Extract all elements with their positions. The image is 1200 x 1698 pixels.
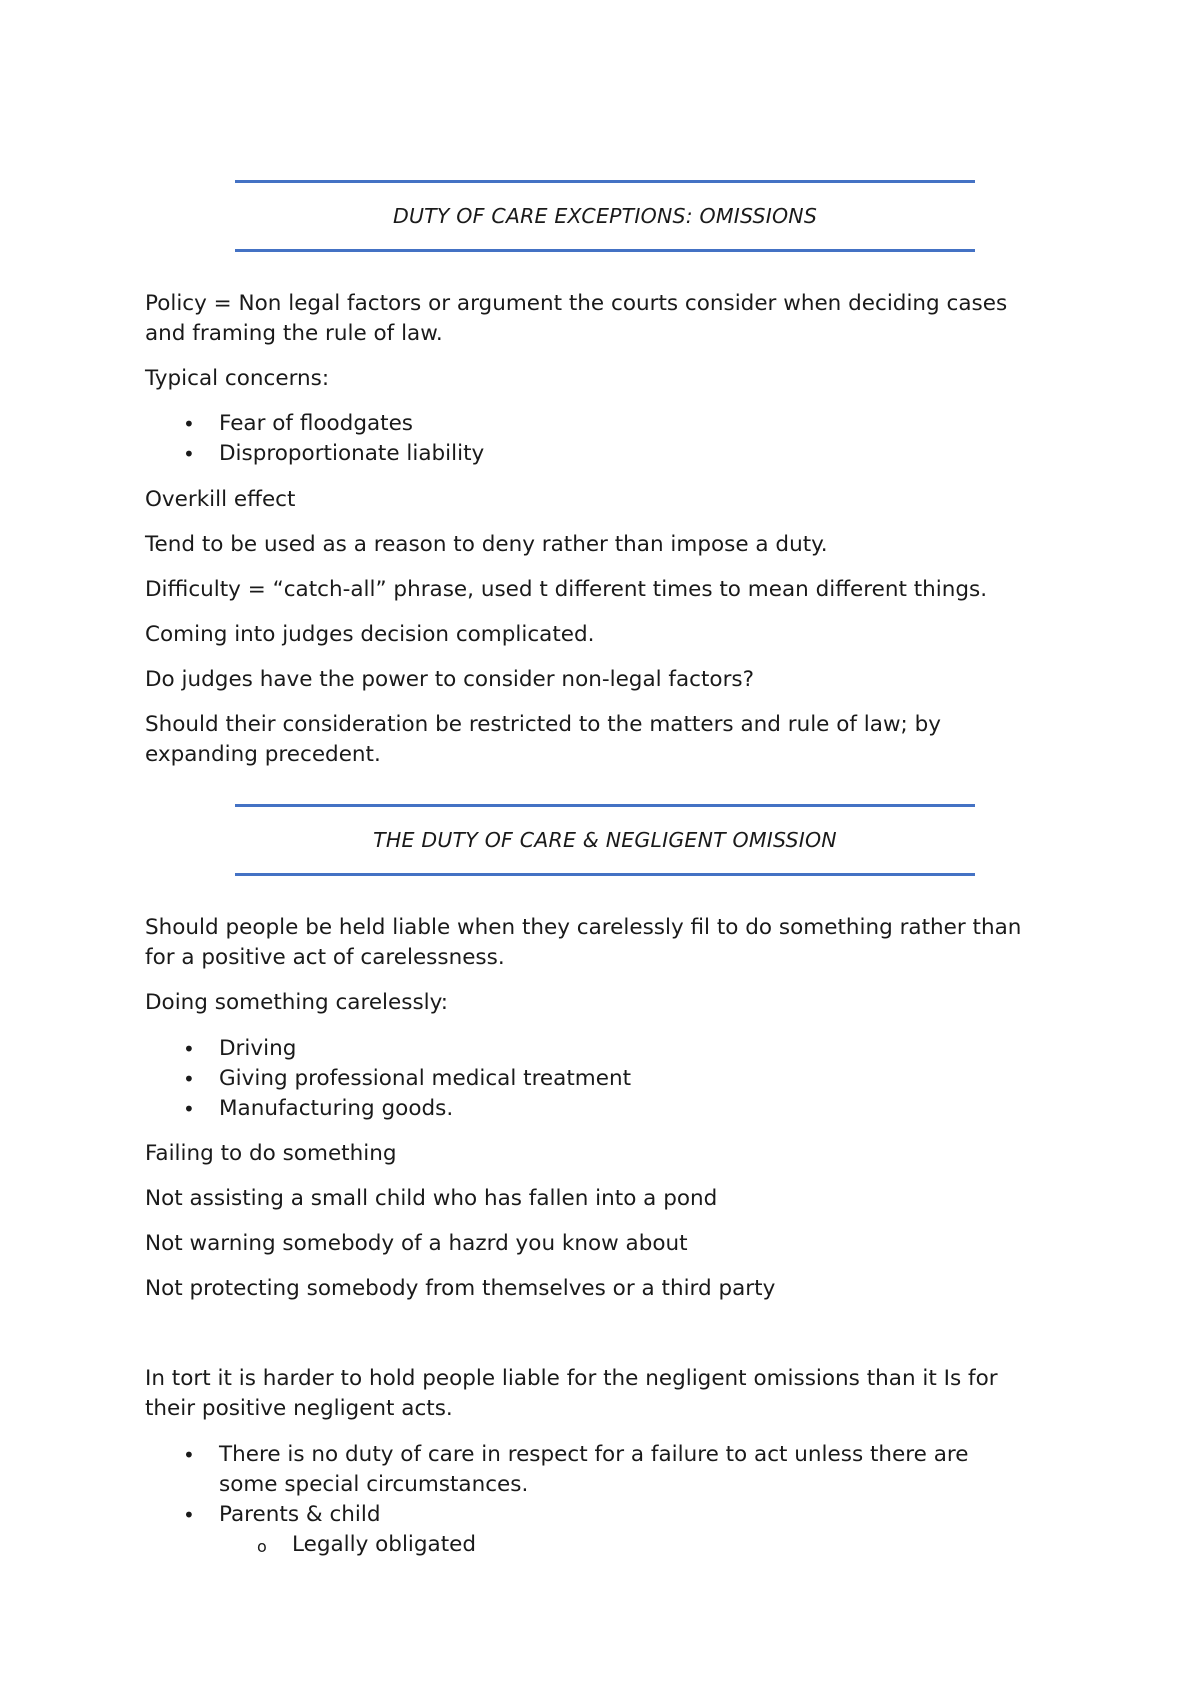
list-item xyxy=(145,409,1075,439)
paragraph xyxy=(145,1274,1075,1304)
bullet-icon: • xyxy=(183,1037,195,1061)
concerns-list xyxy=(145,409,1075,469)
paragraph xyxy=(145,1229,1075,1259)
list-item-text: Manufacturing goods. xyxy=(219,1096,454,1121)
section-heading-banner xyxy=(235,180,975,252)
text-line: Not warning somebody of a hazrd you know about xyxy=(145,1231,688,1256)
paragraph xyxy=(145,1364,1075,1424)
text-line: expanding precedent. xyxy=(145,742,381,767)
paragraph xyxy=(145,485,1075,515)
paragraph xyxy=(145,988,1075,1018)
text-line: Do judges have the power to consider non-legal factors? xyxy=(145,667,755,692)
bullet-icon: • xyxy=(183,1067,195,1091)
list-item xyxy=(145,1440,1075,1500)
paragraph xyxy=(145,710,1075,770)
text-line: Should their consideration be restricted to the matters and rule of law; by xyxy=(145,712,941,737)
circle-bullet-icon: o xyxy=(257,1537,267,1556)
text-line: Coming into judges decision complicated. xyxy=(145,622,595,647)
list-item xyxy=(145,1094,1075,1124)
bullet-icon: • xyxy=(183,1097,195,1121)
text-line: their positive negligent acts. xyxy=(145,1396,453,1421)
policy-paragraph xyxy=(145,289,1075,349)
text-line: Failing to do something xyxy=(145,1141,397,1166)
section-heading: DUTY OF CARE EXCEPTIONS: OMISSIONS xyxy=(392,204,818,228)
text-line: Overkill effect xyxy=(145,487,296,512)
list-item xyxy=(145,1034,1075,1064)
list-item-text: Parents & child xyxy=(219,1502,381,1527)
list-item-text: Legally obligated xyxy=(292,1532,477,1557)
bullet-icon: • xyxy=(183,442,195,466)
doing-list xyxy=(145,1034,1075,1124)
list-item xyxy=(145,1500,1075,1530)
text-line: Tend to be used as a reason to deny rather than impose a duty. xyxy=(145,532,828,557)
bullet-icon: • xyxy=(183,1443,195,1467)
paragraph xyxy=(145,1139,1075,1169)
text-line: Typical concerns: xyxy=(145,366,330,391)
list-item xyxy=(145,1064,1075,1094)
paragraph xyxy=(145,913,1075,973)
tort-list xyxy=(145,1440,1075,1560)
paragraph xyxy=(145,530,1075,560)
list-item-text: Disproportionate liability xyxy=(219,441,485,466)
text-line: Difficulty = “catch-all” phrase, used t different times to mean different things. xyxy=(145,577,988,602)
paragraph xyxy=(145,575,1075,605)
heading-bottom-rule xyxy=(235,249,975,252)
list-item-text: Fear of floodgates xyxy=(219,411,414,436)
text-line: Not protecting somebody from themselves or a third party xyxy=(145,1276,776,1301)
paragraph xyxy=(145,620,1075,650)
text-line: Should people be held liable when they carelessly fil to do something rather than xyxy=(145,915,1022,940)
bullet-icon: • xyxy=(183,1503,195,1527)
text-line: Policy = Non legal factors or argument the courts consider when deciding cases xyxy=(145,291,1008,316)
text-line: In tort it is harder to hold people liable for the negligent omissions than it Is for xyxy=(145,1366,998,1391)
text-line: Not assisting a small child who has fallen into a pond xyxy=(145,1186,718,1211)
list-item xyxy=(145,439,1075,469)
sub-list-item xyxy=(145,1530,1075,1560)
heading-bottom-rule xyxy=(235,873,975,876)
list-item-text: Driving xyxy=(219,1036,297,1061)
text-line: and framing the rule of law. xyxy=(145,321,443,346)
list-item-text: There is no duty of care in respect for a failure to act unless there are xyxy=(219,1442,969,1467)
list-item-text: some special circumstances. xyxy=(219,1472,529,1497)
typical-concerns-label xyxy=(145,364,1075,394)
section-heading-banner xyxy=(235,804,975,876)
text-line: for a positive act of carelessness. xyxy=(145,945,505,970)
bullet-icon: • xyxy=(183,412,195,436)
text-line: Doing something carelessly: xyxy=(145,990,449,1015)
list-item-text: Giving professional medical treatment xyxy=(219,1066,631,1091)
section-heading: THE DUTY OF CARE & NEGLIGENT OMISSION xyxy=(373,828,837,852)
paragraph xyxy=(145,665,1075,695)
paragraph xyxy=(145,1184,1075,1214)
